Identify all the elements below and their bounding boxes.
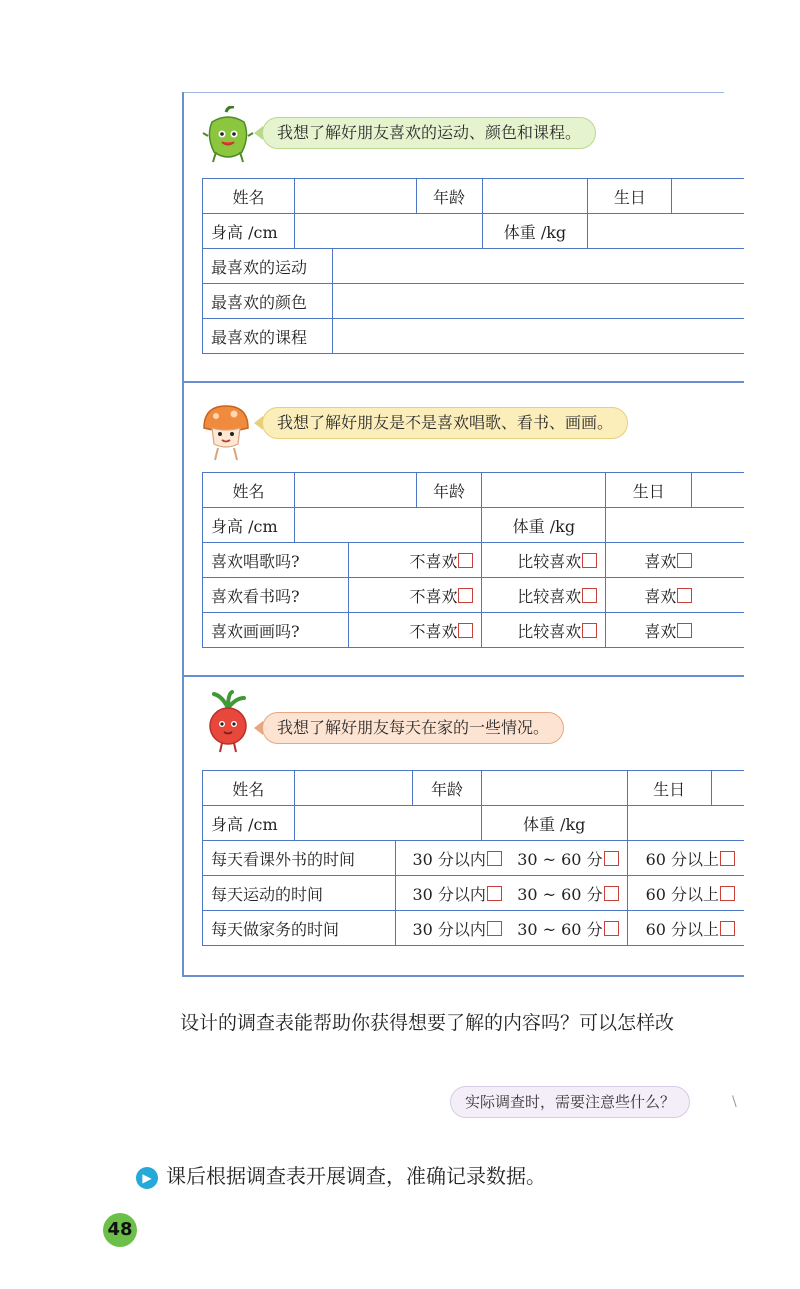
- bubble-section3: [262, 712, 564, 744]
- row-label: 喜欢画画吗?: [203, 613, 349, 648]
- row-label: 喜欢看书吗?: [203, 578, 349, 613]
- section-divider: [184, 381, 744, 383]
- row-label: 每天看课外书的时间: [203, 841, 396, 876]
- mushroom-icon: [200, 402, 252, 468]
- name-label: 姓名: [203, 771, 295, 806]
- option-like[interactable]: 喜欢: [606, 543, 744, 578]
- checkbox[interactable]: [487, 851, 502, 866]
- table-row: [203, 543, 745, 578]
- tip-tail: \: [732, 1094, 737, 1110]
- checkbox[interactable]: [458, 623, 473, 638]
- row-label: 喜欢唱歌吗?: [203, 543, 349, 578]
- checkbox[interactable]: [720, 921, 735, 936]
- option-under-30[interactable]: 30 分以内 30 ~ 60 分: [396, 876, 627, 911]
- checkbox[interactable]: [582, 623, 597, 638]
- age-label: 年龄: [413, 771, 482, 806]
- weight-cell[interactable]: [627, 806, 744, 841]
- checkbox[interactable]: [720, 851, 735, 866]
- weight-label: 体重 /kg: [481, 806, 627, 841]
- table-row: [203, 508, 745, 543]
- weight-label: 体重 /kg: [482, 214, 588, 249]
- row-label: 最喜欢的颜色: [203, 284, 333, 319]
- birthday-label: 生日: [588, 179, 672, 214]
- table-row: [203, 876, 745, 911]
- option-under-30[interactable]: 30 分以内 30 ~ 60 分: [396, 911, 627, 946]
- table-row: [203, 473, 745, 508]
- birthday-cell[interactable]: [711, 771, 744, 806]
- checkbox[interactable]: [604, 886, 619, 901]
- option-like[interactable]: 喜欢: [606, 578, 744, 613]
- checkbox[interactable]: [604, 851, 619, 866]
- table-row: [203, 806, 745, 841]
- row-label: 每天运动的时间: [203, 876, 396, 911]
- after-class-task: [136, 1160, 546, 1189]
- option-over-60[interactable]: 60 分以上: [627, 876, 744, 911]
- checkbox[interactable]: [582, 588, 597, 603]
- tip-text: 实际调查时，需要注意些什么？: [465, 1093, 676, 1111]
- answer-cell[interactable]: [332, 249, 744, 284]
- name-cell[interactable]: [294, 179, 416, 214]
- age-cell[interactable]: [482, 179, 588, 214]
- green-pepper-icon: [202, 106, 254, 168]
- weight-cell[interactable]: [588, 214, 744, 249]
- name-label: 姓名: [203, 179, 295, 214]
- checkbox[interactable]: [677, 588, 692, 603]
- birthday-label: 生日: [606, 473, 692, 508]
- table-row: [203, 613, 745, 648]
- weight-label: 体重 /kg: [482, 508, 606, 543]
- table-row: [203, 841, 745, 876]
- checkbox[interactable]: [487, 921, 502, 936]
- birthday-cell[interactable]: [672, 179, 744, 214]
- survey-table-3: [202, 770, 744, 946]
- table-row: [203, 214, 745, 249]
- checkbox[interactable]: [582, 553, 597, 568]
- name-label: 姓名: [203, 473, 295, 508]
- checkbox[interactable]: [458, 553, 473, 568]
- table-row: [203, 179, 745, 214]
- name-cell[interactable]: [294, 473, 416, 508]
- height-cell[interactable]: [294, 508, 482, 543]
- bubble-text: 我想了解好朋友是不是喜欢唱歌、看书、画画。: [277, 413, 614, 432]
- birthday-cell[interactable]: [692, 473, 744, 508]
- age-label: 年龄: [416, 473, 482, 508]
- tip-bubble: [450, 1086, 690, 1118]
- table-row: [203, 319, 745, 354]
- option-dislike[interactable]: 不喜欢: [348, 613, 482, 648]
- play-arrow-icon: ▶: [136, 1167, 158, 1189]
- page-number: 48: [103, 1213, 137, 1247]
- answer-cell[interactable]: [332, 284, 744, 319]
- frame-top-line: [184, 92, 724, 93]
- table-row: [203, 578, 745, 613]
- bubble-section2: [262, 407, 628, 439]
- bubble-text: 我想了解好朋友每天在家的一些情况。: [277, 718, 550, 737]
- age-cell[interactable]: [481, 771, 627, 806]
- checkbox[interactable]: [677, 553, 692, 568]
- survey-table-2: [202, 472, 744, 648]
- checkbox[interactable]: [487, 886, 502, 901]
- option-dislike[interactable]: 不喜欢: [348, 543, 482, 578]
- task-text: 课后根据调查表开展调查，准确记录数据。: [166, 1164, 546, 1188]
- option-somewhat[interactable]: 比较喜欢: [482, 543, 606, 578]
- option-somewhat[interactable]: 比较喜欢: [482, 578, 606, 613]
- row-label: 最喜欢的课程: [203, 319, 333, 354]
- height-cell[interactable]: [294, 214, 482, 249]
- height-label: 身高 /cm: [203, 508, 295, 543]
- row-label: 最喜欢的运动: [203, 249, 333, 284]
- table-row: [203, 911, 745, 946]
- age-label: 年龄: [416, 179, 482, 214]
- option-over-60[interactable]: 60 分以上: [627, 911, 744, 946]
- row-label: 每天做家务的时间: [203, 911, 396, 946]
- table-row: [203, 284, 745, 319]
- option-dislike[interactable]: 不喜欢: [348, 578, 482, 613]
- radish-icon: [202, 690, 254, 758]
- option-under-30[interactable]: 30 分以内 30 ~ 60 分: [396, 841, 627, 876]
- height-cell[interactable]: [294, 806, 481, 841]
- option-somewhat[interactable]: 比较喜欢: [482, 613, 606, 648]
- section-divider: [184, 675, 744, 677]
- checkbox[interactable]: [604, 921, 619, 936]
- table-row: [203, 771, 745, 806]
- checkbox[interactable]: [677, 623, 692, 638]
- checkbox[interactable]: [458, 588, 473, 603]
- name-cell[interactable]: [294, 771, 413, 806]
- survey-frame: [182, 92, 744, 977]
- checkbox[interactable]: [720, 886, 735, 901]
- option-like[interactable]: 喜欢: [606, 613, 744, 648]
- bubble-section1: [262, 117, 596, 149]
- table-row: [203, 249, 745, 284]
- height-label: 身高 /cm: [203, 214, 295, 249]
- birthday-label: 生日: [627, 771, 711, 806]
- answer-cell[interactable]: [332, 319, 744, 354]
- reflection-question: 设计的调查表能帮助你获得想要了解的内容吗？可以怎样改: [180, 1012, 675, 1034]
- weight-cell[interactable]: [606, 508, 744, 543]
- option-over-60[interactable]: 60 分以上: [627, 841, 744, 876]
- bubble-text: 我想了解好朋友喜欢的运动、颜色和课程。: [277, 123, 582, 142]
- height-label: 身高 /cm: [203, 806, 295, 841]
- age-cell[interactable]: [482, 473, 606, 508]
- survey-table-1: [202, 178, 744, 354]
